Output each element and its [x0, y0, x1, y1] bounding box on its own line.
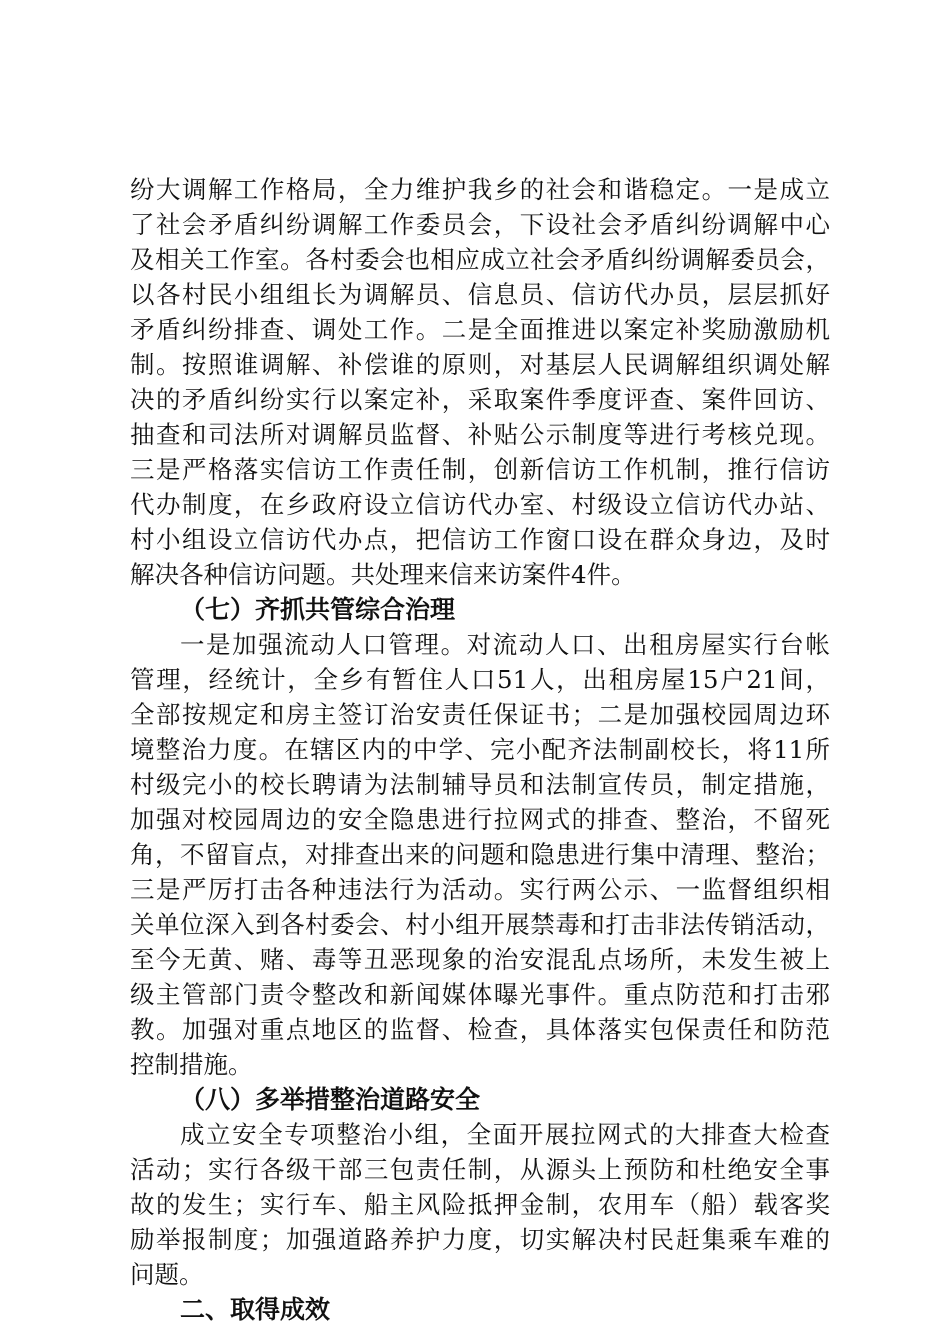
- text-line: 活动；实行各级干部三包责任制，从源头上预防和杜绝安全事: [130, 1155, 830, 1184]
- text-line: 励举报制度；加强道路养护力度，切实解决村民赶集乘车难的: [130, 1225, 830, 1254]
- text-line: 以各村民小组组长为调解员、信息员、信访代办员，层层抓好: [130, 280, 830, 309]
- text-line: 境整治力度。在辖区内的中学、完小配齐法制副校长，将11所: [130, 735, 830, 764]
- text-line: 矛盾纠纷排查、调处工作。二是全面推进以案定补奖励激励机: [130, 315, 830, 344]
- text-line: 教。加强对重点地区的监督、检查，具体落实包保责任和防范: [130, 1015, 830, 1044]
- text-line: 一是加强流动人口管理。对流动人口、出租房屋实行台帐: [180, 630, 830, 659]
- text-line: 至今无黄、赌、毒等丑恶现象的治安混乱点场所，未发生被上: [130, 945, 830, 974]
- text-line: 成立安全专项整治小组，全面开展拉网式的大排查大检查: [180, 1120, 830, 1149]
- text-line: 决的矛盾纠纷实行以案定补，采取案件季度评查、案件回访、: [130, 385, 830, 414]
- text-line: 及相关工作室。各村委会也相应成立社会矛盾纠纷调解委员会，: [130, 245, 830, 274]
- text-line: 纷大调解工作格局，全力维护我乡的社会和谐稳定。一是成立: [130, 175, 830, 204]
- text-line: 加强对校园周边的安全隐患进行拉网式的排查、整治，不留死: [130, 805, 830, 834]
- text-line: 村小组设立信访代办点，把信访工作窗口设在群众身边，及时: [130, 525, 830, 554]
- text-line: 关单位深入到各村委会、村小组开展禁毒和打击非法传销活动，: [130, 910, 830, 939]
- text-line: 级主管部门责令整改和新闻媒体曝光事件。重点防范和打击邪: [130, 980, 830, 1009]
- text-line: 管理，经统计，全乡有暂住人口51人，出租房屋15户21间，: [130, 665, 830, 694]
- section-heading-comprehensive-governance: （七）齐抓共管综合治理: [180, 595, 456, 624]
- text-line: 角，不留盲点，对排查出来的问题和隐患进行集中清理、整治；: [130, 840, 830, 869]
- text-line: 代办制度，在乡政府设立信访代办室、村级设立信访代办站、: [130, 490, 830, 519]
- text-line: 控制措施。: [130, 1050, 253, 1079]
- text-line: 故的发生；实行车、船主风险抵押金制，农用车（船）载客奖: [130, 1190, 830, 1219]
- text-line: 三是严格落实信访工作责任制，创新信访工作机制，推行信访: [130, 455, 830, 484]
- section-heading-road-safety: （八）多举措整治道路安全: [180, 1085, 481, 1114]
- text-line: 三是严厉打击各种违法行为活动。实行两公示、一监督组织相: [130, 875, 830, 904]
- text-line: 制。按照谁调解、补偿谁的原则，对基层人民调解组织调处解: [130, 350, 830, 379]
- text-line: 全部按规定和房主签订治安责任保证书；二是加强校园周边环: [130, 700, 830, 729]
- text-line: 抽查和司法所对调解员监督、补贴公示制度等进行考核兑现。: [130, 420, 830, 449]
- text-line: 村级完小的校长聘请为法制辅导员和法制宣传员，制定措施，: [130, 770, 830, 799]
- text-line: 问题。: [130, 1260, 204, 1289]
- text-line: 解决各种信访问题。共处理来信来访案件4件。: [130, 560, 636, 589]
- section-heading-achievements: 二、取得成效: [180, 1295, 331, 1324]
- text-line: 了社会矛盾纠纷调解工作委员会，下设社会矛盾纠纷调解中心: [130, 210, 830, 239]
